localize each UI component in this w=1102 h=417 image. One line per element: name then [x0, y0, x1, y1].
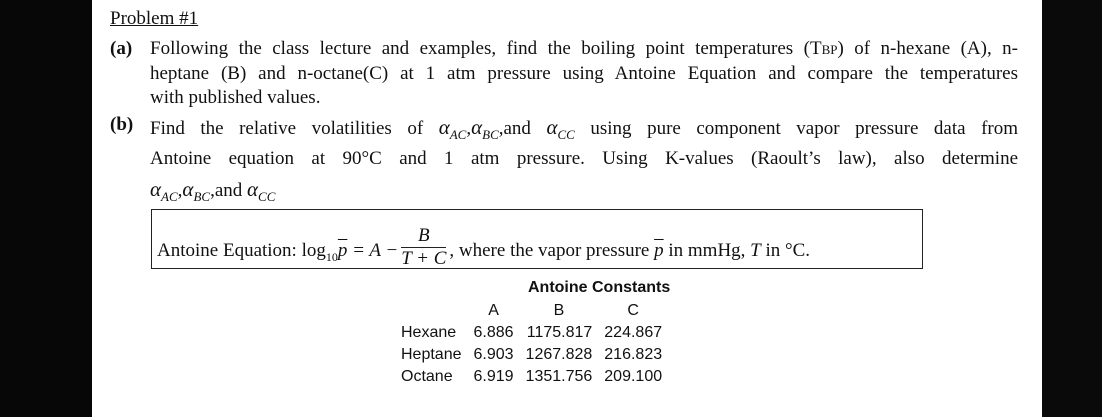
part-b-line-2: Antoine equation at 90°C and 1 atm pressure. Using K-values (Raoult’s law), also determine [150, 148, 1018, 169]
table-header-row [397, 300, 668, 322]
problem-title: Problem #1 [110, 8, 199, 29]
column-header: A [488, 302, 499, 319]
bp-subscript: BP [821, 42, 838, 57]
part-b-body [150, 113, 1018, 207]
antoine-equation: Antoine Equation: $\log_{10}\overline{p} = A$ − $\frac{B}{T + C}$ , where the vapor pressure $\overline{p}$ in mmHg, T in °C. [157, 225, 811, 269]
const-c: 216.823 [604, 346, 663, 363]
part-b-line-3: $\alpha_{AC},\alpha_{BC},and$ $\alpha_{CC}$ [150, 177, 276, 204]
left-dark-border [0, 0, 92, 417]
column-header: B [553, 302, 565, 319]
column-header: C [627, 302, 639, 319]
part-a-line-3: with published values. [150, 87, 321, 108]
equation-fraction: $\frac{B}{T + C}$ [401, 225, 447, 269]
const-c: 209.100 [604, 368, 663, 385]
const-a: 6.903 [473, 346, 514, 363]
const-a: 6.919 [473, 368, 514, 385]
const-b: 1351.756 [525, 368, 593, 385]
const-c: 224.867 [604, 324, 663, 341]
part-b-line-1: Find the relative volatilities of $\alpha_{AC},\alpha_{BC},and$ $\alpha_{CC}$ using pure component vapor pressure data from [150, 115, 1019, 142]
part-b-tag: (b) [110, 114, 134, 135]
compound-name: Octane [401, 368, 453, 385]
part-a-line-2: heptane (B) and n-octane(C) at 1 atm pressure using Antoine Equation and compare the temperatures [150, 63, 1018, 84]
table-row [397, 344, 668, 366]
antoine-constants-table [397, 300, 668, 388]
document-page [92, 0, 1042, 417]
table-row [397, 366, 668, 388]
const-a: 6.886 [473, 324, 514, 341]
table-row [397, 322, 668, 344]
compound-name: Hexane [401, 324, 457, 341]
right-dark-border [1042, 0, 1102, 417]
antoine-equation-box [151, 209, 923, 269]
constants-table-title: Antoine Constants [528, 279, 671, 296]
part-a-line-1: Following the class lecture and examples, find the boiling point temperatures (TBP) of n-hexane (A), n- [150, 38, 1019, 59]
part-a-body [150, 37, 1018, 110]
part-a-tag: (a) [110, 38, 133, 59]
const-b: 1267.828 [525, 346, 593, 363]
const-b: 1175.817 [526, 324, 593, 341]
compound-name: Heptane [401, 346, 462, 363]
